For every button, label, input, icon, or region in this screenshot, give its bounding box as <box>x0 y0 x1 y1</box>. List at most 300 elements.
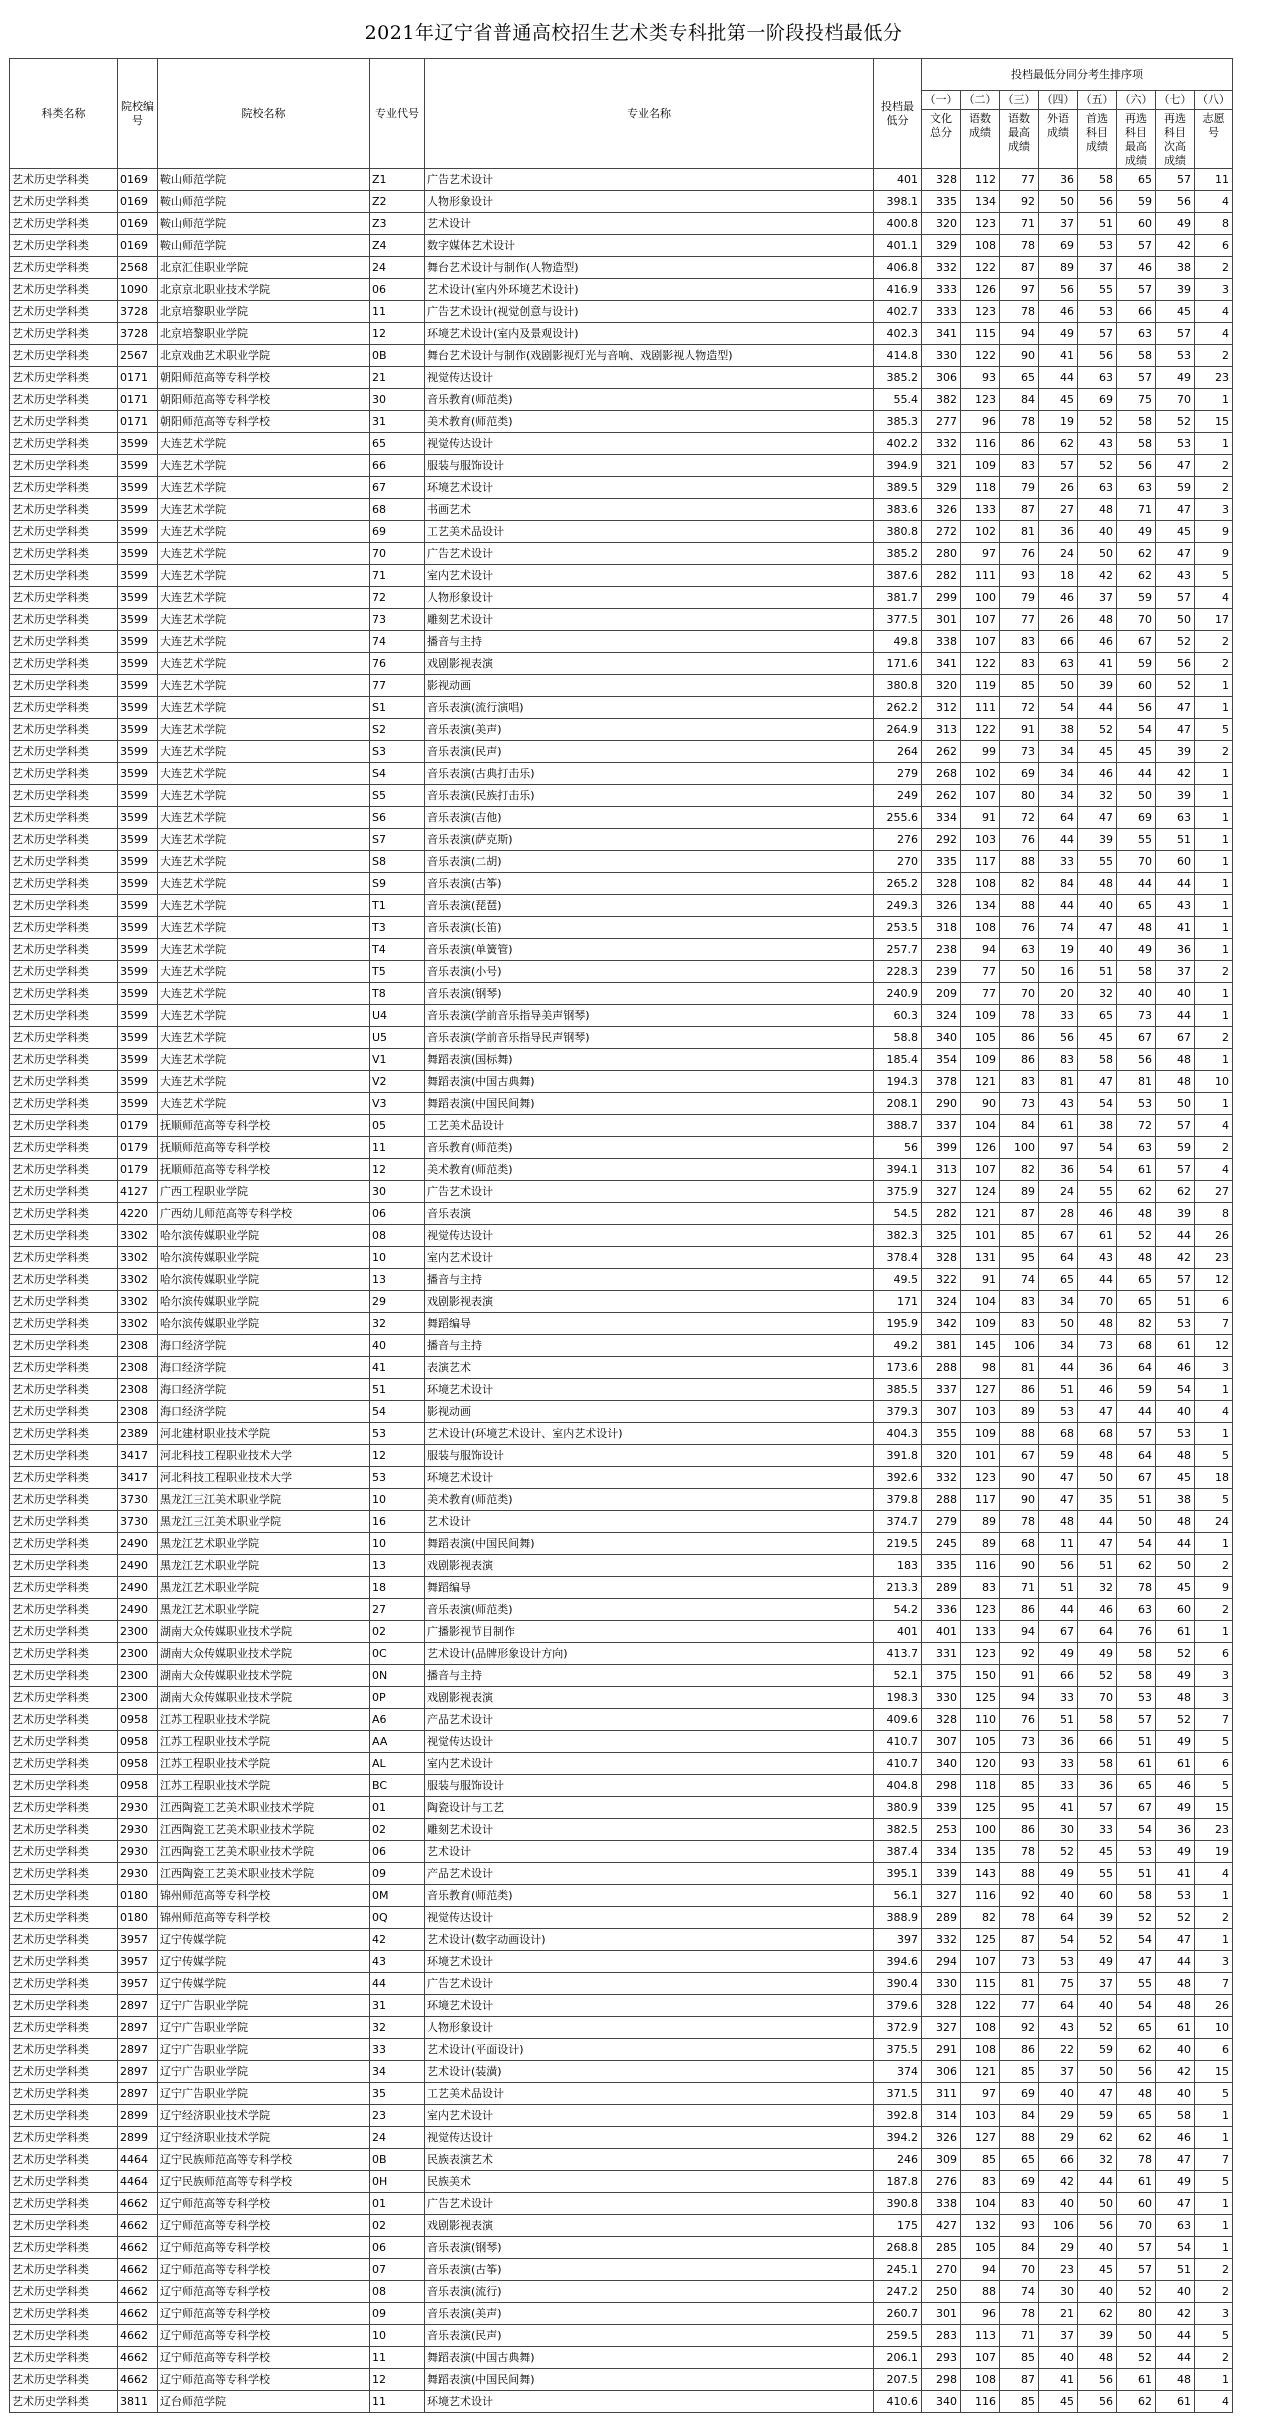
cell-major-code: 72 <box>370 587 425 609</box>
cell-culture-total: 314 <box>922 2105 961 2127</box>
cell-chinese-math: 102 <box>961 763 1000 785</box>
cell-major-name: 美术教育(师范类) <box>425 1159 874 1181</box>
cell-chinese-math-max: 85 <box>1000 2347 1039 2369</box>
cell-foreign-lang: 46 <box>1039 301 1078 323</box>
cell-school-name: 大连艺术学院 <box>158 741 370 763</box>
cell-min-score: 249.3 <box>874 895 922 917</box>
cell-chinese-math-max: 85 <box>1000 2061 1039 2083</box>
cell-second-subject-next: 57 <box>1156 1269 1195 1291</box>
cell-choice-number: 5 <box>1195 1445 1233 1467</box>
cell-first-subject: 47 <box>1078 1533 1117 1555</box>
table-row <box>10 235 1233 257</box>
cell-culture-total: 333 <box>922 301 961 323</box>
cell-chinese-math-max: 87 <box>1000 499 1039 521</box>
cell-category: 艺术历史学科类 <box>10 1093 118 1115</box>
cell-major-code: S9 <box>370 873 425 895</box>
cell-major-code: Z2 <box>370 191 425 213</box>
cell-school-code: 4662 <box>118 2369 158 2391</box>
cell-second-subject-next: 40 <box>1156 2281 1195 2303</box>
cell-major-code: BC <box>370 1775 425 1797</box>
cell-first-subject: 59 <box>1078 2039 1117 2061</box>
cell-chinese-math-max: 88 <box>1000 895 1039 917</box>
cell-major-name: 音乐表演(学前音乐指导美声钢琴) <box>425 1005 874 1027</box>
cell-school-name: 河北科技工程职业技术大学 <box>158 1467 370 1489</box>
cell-major-code: 11 <box>370 301 425 323</box>
cell-second-subject-max: 57 <box>1117 279 1156 301</box>
header-sub-label: 文化总分 <box>930 112 952 139</box>
cell-chinese-math-max: 88 <box>1000 1863 1039 1885</box>
cell-major-code: 30 <box>370 389 425 411</box>
cell-second-subject-max: 65 <box>1117 895 1156 917</box>
cell-min-score: 185.4 <box>874 1049 922 1071</box>
cell-school-code: 0180 <box>118 1885 158 1907</box>
cell-major-code: 32 <box>370 2017 425 2039</box>
cell-school-code: 4662 <box>118 2193 158 2215</box>
cell-second-subject-next: 63 <box>1156 807 1195 829</box>
cell-foreign-lang: 34 <box>1039 741 1078 763</box>
cell-school-code: 2490 <box>118 1599 158 1621</box>
cell-foreign-lang: 18 <box>1039 565 1078 587</box>
cell-culture-total: 327 <box>922 2017 961 2039</box>
cell-chinese-math: 115 <box>961 1973 1000 1995</box>
cell-choice-number: 1 <box>1195 2105 1233 2127</box>
cell-major-name: 艺术设计(品牌形象设计方向) <box>425 1643 874 1665</box>
cell-second-subject-next: 53 <box>1156 345 1195 367</box>
cell-school-code: 4662 <box>118 2215 158 2237</box>
cell-major-name: 广告艺术设计 <box>425 543 874 565</box>
cell-culture-total: 341 <box>922 323 961 345</box>
cell-major-code: Z4 <box>370 235 425 257</box>
table-row <box>10 1115 1233 1137</box>
cell-major-name: 音乐表演(长笛) <box>425 917 874 939</box>
cell-second-subject-max: 53 <box>1117 1841 1156 1863</box>
cell-chinese-math: 94 <box>961 939 1000 961</box>
cell-culture-total: 309 <box>922 2149 961 2171</box>
cell-major-code: S1 <box>370 697 425 719</box>
cell-culture-total: 354 <box>922 1049 961 1071</box>
cell-major-name: 音乐表演(萨克斯) <box>425 829 874 851</box>
cell-choice-number: 5 <box>1195 2325 1233 2347</box>
cell-major-name: 数字媒体艺术设计 <box>425 235 874 257</box>
cell-min-score: 389.5 <box>874 477 922 499</box>
cell-culture-total: 332 <box>922 1929 961 1951</box>
cell-second-subject-next: 49 <box>1156 213 1195 235</box>
cell-min-score: 378.4 <box>874 1247 922 1269</box>
cell-chinese-math: 150 <box>961 1665 1000 1687</box>
header-sub-5 <box>1078 91 1117 169</box>
cell-culture-total: 328 <box>922 1247 961 1269</box>
cell-school-code: 3599 <box>118 873 158 895</box>
cell-chinese-math: 134 <box>961 191 1000 213</box>
cell-second-subject-next: 52 <box>1156 1643 1195 1665</box>
cell-chinese-math: 117 <box>961 1489 1000 1511</box>
cell-chinese-math-max: 72 <box>1000 807 1039 829</box>
cell-choice-number: 26 <box>1195 1995 1233 2017</box>
cell-culture-total: 342 <box>922 1313 961 1335</box>
cell-major-code: 08 <box>370 1225 425 1247</box>
cell-foreign-lang: 45 <box>1039 2391 1078 2413</box>
cell-category: 艺术历史学科类 <box>10 2259 118 2281</box>
cell-culture-total: 277 <box>922 411 961 433</box>
cell-second-subject-next: 47 <box>1156 697 1195 719</box>
table-row <box>10 323 1233 345</box>
cell-chinese-math: 123 <box>961 1599 1000 1621</box>
cell-school-name: 大连艺术学院 <box>158 1049 370 1071</box>
cell-category: 艺术历史学科类 <box>10 1115 118 1137</box>
cell-school-name: 大连艺术学院 <box>158 1027 370 1049</box>
cell-second-subject-next: 47 <box>1156 2149 1195 2171</box>
cell-min-score: 381.7 <box>874 587 922 609</box>
cell-min-score: 392.8 <box>874 2105 922 2127</box>
cell-school-name: 江西陶瓷工艺美术职业技术学院 <box>158 1819 370 1841</box>
cell-chinese-math-max: 90 <box>1000 1555 1039 1577</box>
cell-choice-number: 5 <box>1195 2083 1233 2105</box>
cell-second-subject-max: 50 <box>1117 785 1156 807</box>
cell-min-score: 385.5 <box>874 1379 922 1401</box>
cell-first-subject: 41 <box>1078 653 1117 675</box>
cell-school-code: 4662 <box>118 2347 158 2369</box>
cell-major-name: 环境艺术设计 <box>425 1379 874 1401</box>
cell-first-subject: 48 <box>1078 499 1117 521</box>
cell-major-name: 音乐表演(民声) <box>425 741 874 763</box>
cell-second-subject-next: 45 <box>1156 1577 1195 1599</box>
cell-chinese-math: 108 <box>961 235 1000 257</box>
cell-category: 艺术历史学科类 <box>10 2171 118 2193</box>
cell-culture-total: 288 <box>922 1489 961 1511</box>
cell-school-name: 北京戏曲艺术职业学院 <box>158 345 370 367</box>
cell-second-subject-max: 65 <box>1117 1775 1156 1797</box>
cell-foreign-lang: 48 <box>1039 1511 1078 1533</box>
cell-first-subject: 46 <box>1078 763 1117 785</box>
cell-category: 艺术历史学科类 <box>10 785 118 807</box>
cell-school-name: 大连艺术学院 <box>158 1005 370 1027</box>
cell-second-subject-max: 50 <box>1117 2325 1156 2347</box>
cell-school-name: 大连艺术学院 <box>158 653 370 675</box>
cell-major-code: 53 <box>370 1423 425 1445</box>
cell-choice-number: 12 <box>1195 1335 1233 1357</box>
cell-second-subject-next: 57 <box>1156 1115 1195 1137</box>
cell-culture-total: 262 <box>922 785 961 807</box>
cell-min-score: 394.1 <box>874 1159 922 1181</box>
cell-chinese-math: 108 <box>961 873 1000 895</box>
cell-chinese-math: 103 <box>961 829 1000 851</box>
cell-chinese-math: 121 <box>961 1203 1000 1225</box>
table-row <box>10 345 1233 367</box>
cell-major-code: S8 <box>370 851 425 873</box>
table-row <box>10 1401 1233 1423</box>
cell-school-name: 大连艺术学院 <box>158 675 370 697</box>
cell-chinese-math-max: 106 <box>1000 1335 1039 1357</box>
cell-choice-number: 3 <box>1195 2303 1233 2325</box>
table-row <box>10 1203 1233 1225</box>
cell-category: 艺术历史学科类 <box>10 499 118 521</box>
cell-major-name: 音乐表演(美声) <box>425 719 874 741</box>
cell-category: 艺术历史学科类 <box>10 521 118 543</box>
cell-culture-total: 337 <box>922 1115 961 1137</box>
table-row <box>10 675 1233 697</box>
cell-school-name: 朝阳师范高等专科学校 <box>158 411 370 433</box>
cell-culture-total: 340 <box>922 1027 961 1049</box>
cell-second-subject-max: 51 <box>1117 1489 1156 1511</box>
cell-major-code: 07 <box>370 2259 425 2281</box>
cell-min-score: 401 <box>874 169 922 191</box>
cell-second-subject-max: 67 <box>1117 1027 1156 1049</box>
cell-school-name: 辽宁师范高等专科学校 <box>158 2325 370 2347</box>
cell-choice-number: 1 <box>1195 1621 1233 1643</box>
cell-school-name: 哈尔滨传媒职业学院 <box>158 1313 370 1335</box>
cell-chinese-math-max: 70 <box>1000 983 1039 1005</box>
cell-chinese-math-max: 88 <box>1000 1423 1039 1445</box>
cell-min-score: 379.8 <box>874 1489 922 1511</box>
table-row <box>10 587 1233 609</box>
cell-first-subject: 37 <box>1078 1973 1117 1995</box>
cell-culture-total: 427 <box>922 2215 961 2237</box>
cell-first-subject: 58 <box>1078 169 1117 191</box>
cell-major-name: 音乐表演(古典打击乐) <box>425 763 874 785</box>
cell-first-subject: 54 <box>1078 1159 1117 1181</box>
cell-culture-total: 238 <box>922 939 961 961</box>
cell-second-subject-max: 63 <box>1117 1137 1156 1159</box>
cell-culture-total: 334 <box>922 807 961 829</box>
cell-chinese-math-max: 83 <box>1000 2193 1039 2215</box>
cell-major-code: V1 <box>370 1049 425 1071</box>
cell-major-name: 雕刻艺术设计 <box>425 1819 874 1841</box>
cell-school-code: 3417 <box>118 1467 158 1489</box>
cell-chinese-math-max: 78 <box>1000 1511 1039 1533</box>
cell-category: 艺术历史学科类 <box>10 1357 118 1379</box>
cell-major-code: 29 <box>370 1291 425 1313</box>
cell-culture-total: 327 <box>922 1181 961 1203</box>
cell-second-subject-max: 61 <box>1117 1159 1156 1181</box>
cell-school-code: 0958 <box>118 1709 158 1731</box>
cell-major-code: 23 <box>370 2105 425 2127</box>
cell-min-score: 208.1 <box>874 1093 922 1115</box>
cell-major-name: 舞蹈表演(中国民间舞) <box>425 1533 874 1555</box>
cell-second-subject-max: 57 <box>1117 2237 1156 2259</box>
cell-school-name: 大连艺术学院 <box>158 917 370 939</box>
cell-chinese-math-max: 82 <box>1000 1159 1039 1181</box>
table-row <box>10 433 1233 455</box>
cell-first-subject: 65 <box>1078 1005 1117 1027</box>
cell-first-subject: 49 <box>1078 1643 1117 1665</box>
cell-culture-total: 327 <box>922 1885 961 1907</box>
cell-category: 艺术历史学科类 <box>10 2325 118 2347</box>
cell-major-name: 舞蹈编导 <box>425 1313 874 1335</box>
cell-chinese-math-max: 73 <box>1000 741 1039 763</box>
cell-school-code: 3730 <box>118 1511 158 1533</box>
cell-second-subject-next: 53 <box>1156 1885 1195 1907</box>
cell-culture-total: 311 <box>922 2083 961 2105</box>
cell-category: 艺术历史学科类 <box>10 1555 118 1577</box>
table-row <box>10 1731 1233 1753</box>
cell-first-subject: 39 <box>1078 675 1117 697</box>
cell-school-code: 3728 <box>118 301 158 323</box>
cell-chinese-math: 125 <box>961 1687 1000 1709</box>
cell-min-score: 173.6 <box>874 1357 922 1379</box>
cell-school-code: 3599 <box>118 433 158 455</box>
cell-foreign-lang: 57 <box>1039 455 1078 477</box>
cell-min-score: 55.4 <box>874 389 922 411</box>
cell-chinese-math: 83 <box>961 2171 1000 2193</box>
cell-school-code: 3599 <box>118 587 158 609</box>
cell-school-name: 辽台师范学院 <box>158 2391 370 2413</box>
cell-first-subject: 73 <box>1078 1335 1117 1357</box>
cell-major-code: AL <box>370 1753 425 1775</box>
cell-first-subject: 50 <box>1078 2061 1117 2083</box>
cell-second-subject-max: 48 <box>1117 917 1156 939</box>
cell-school-code: 0179 <box>118 1115 158 1137</box>
cell-culture-total: 313 <box>922 719 961 741</box>
cell-school-name: 鞍山师范学院 <box>158 213 370 235</box>
cell-chinese-math: 122 <box>961 1995 1000 2017</box>
cell-choice-number: 2 <box>1195 2347 1233 2369</box>
cell-major-code: 01 <box>370 2193 425 2215</box>
cell-chinese-math: 127 <box>961 2127 1000 2149</box>
cell-second-subject-next: 47 <box>1156 543 1195 565</box>
cell-culture-total: 322 <box>922 1269 961 1291</box>
cell-first-subject: 46 <box>1078 1379 1117 1401</box>
cell-choice-number: 1 <box>1195 939 1233 961</box>
cell-second-subject-max: 48 <box>1117 1203 1156 1225</box>
cell-chinese-math-max: 94 <box>1000 1621 1039 1643</box>
cell-choice-number: 4 <box>1195 1401 1233 1423</box>
cell-category: 艺术历史学科类 <box>10 1907 118 1929</box>
cell-category: 艺术历史学科类 <box>10 1643 118 1665</box>
cell-second-subject-max: 63 <box>1117 323 1156 345</box>
cell-school-code: 3599 <box>118 1049 158 1071</box>
cell-chinese-math-max: 83 <box>1000 631 1039 653</box>
cell-choice-number: 27 <box>1195 1181 1233 1203</box>
cell-category: 艺术历史学科类 <box>10 1181 118 1203</box>
cell-major-name: 工艺美术品设计 <box>425 2083 874 2105</box>
cell-major-name: 戏剧影视表演 <box>425 1291 874 1313</box>
cell-category: 艺术历史学科类 <box>10 2303 118 2325</box>
cell-school-name: 锦州师范高等专科学校 <box>158 1907 370 1929</box>
cell-category: 艺术历史学科类 <box>10 1995 118 2017</box>
cell-school-code: 3599 <box>118 521 158 543</box>
cell-foreign-lang: 69 <box>1039 235 1078 257</box>
cell-chinese-math-max: 86 <box>1000 433 1039 455</box>
cell-school-name: 大连艺术学院 <box>158 983 370 1005</box>
cell-culture-total: 324 <box>922 1291 961 1313</box>
cell-school-code: 0169 <box>118 213 158 235</box>
header-sub-4 <box>1039 91 1078 169</box>
cell-foreign-lang: 40 <box>1039 1885 1078 1907</box>
cell-school-name: 江苏工程职业技术学院 <box>158 1753 370 1775</box>
cell-second-subject-max: 46 <box>1117 257 1156 279</box>
cell-chinese-math-max: 93 <box>1000 1753 1039 1775</box>
table-row <box>10 917 1233 939</box>
cell-first-subject: 53 <box>1078 235 1117 257</box>
cell-chinese-math: 107 <box>961 785 1000 807</box>
table-row <box>10 499 1233 521</box>
cell-choice-number: 8 <box>1195 1203 1233 1225</box>
cell-major-code: 06 <box>370 1203 425 1225</box>
cell-major-code: 18 <box>370 1577 425 1599</box>
cell-school-code: 0171 <box>118 389 158 411</box>
table-row <box>10 2083 1233 2105</box>
cell-choice-number: 4 <box>1195 301 1233 323</box>
cell-second-subject-max: 62 <box>1117 2127 1156 2149</box>
cell-culture-total: 320 <box>922 1445 961 1467</box>
cell-chinese-math: 108 <box>961 2017 1000 2039</box>
header-major-name: 专业名称 <box>425 59 874 169</box>
cell-choice-number: 7 <box>1195 2149 1233 2171</box>
cell-chinese-math-max: 77 <box>1000 169 1039 191</box>
cell-category: 艺术历史学科类 <box>10 1027 118 1049</box>
cell-foreign-lang: 47 <box>1039 1489 1078 1511</box>
cell-second-subject-max: 62 <box>1117 1181 1156 1203</box>
cell-second-subject-next: 41 <box>1156 917 1195 939</box>
cell-category: 艺术历史学科类 <box>10 1885 118 1907</box>
cell-min-score: 195.9 <box>874 1313 922 1335</box>
cell-foreign-lang: 22 <box>1039 2039 1078 2061</box>
cell-min-score: 171 <box>874 1291 922 1313</box>
cell-min-score: 382.3 <box>874 1225 922 1247</box>
cell-major-name: 室内艺术设计 <box>425 2105 874 2127</box>
cell-category: 艺术历史学科类 <box>10 2391 118 2413</box>
cell-second-subject-max: 47 <box>1117 1951 1156 1973</box>
cell-major-code: 16 <box>370 1511 425 1533</box>
cell-first-subject: 53 <box>1078 301 1117 323</box>
cell-school-code: 2300 <box>118 1687 158 1709</box>
cell-second-subject-max: 48 <box>1117 2083 1156 2105</box>
cell-school-code: 0171 <box>118 411 158 433</box>
cell-school-code: 3957 <box>118 1951 158 1973</box>
cell-chinese-math: 115 <box>961 323 1000 345</box>
cell-foreign-lang: 50 <box>1039 1313 1078 1335</box>
cell-second-subject-next: 57 <box>1156 1159 1195 1181</box>
cell-school-name: 黑龙江艺术职业学院 <box>158 1577 370 1599</box>
cell-choice-number: 1 <box>1195 1379 1233 1401</box>
cell-second-subject-max: 51 <box>1117 1863 1156 1885</box>
cell-choice-number: 3 <box>1195 1687 1233 1709</box>
cell-second-subject-next: 52 <box>1156 1907 1195 1929</box>
cell-second-subject-next: 51 <box>1156 1291 1195 1313</box>
cell-foreign-lang: 33 <box>1039 851 1078 873</box>
cell-school-name: 江苏工程职业技术学院 <box>158 1731 370 1753</box>
cell-school-code: 2930 <box>118 1863 158 1885</box>
cell-culture-total: 330 <box>922 1973 961 1995</box>
cell-second-subject-max: 57 <box>1117 235 1156 257</box>
cell-major-name: 音乐表演(琵琶) <box>425 895 874 917</box>
cell-second-subject-next: 44 <box>1156 873 1195 895</box>
cell-second-subject-max: 71 <box>1117 499 1156 521</box>
cell-chinese-math: 108 <box>961 2369 1000 2391</box>
cell-first-subject: 46 <box>1078 1599 1117 1621</box>
cell-school-code: 2300 <box>118 1665 158 1687</box>
table-row <box>10 829 1233 851</box>
cell-foreign-lang: 24 <box>1039 1181 1078 1203</box>
cell-min-score: 414.8 <box>874 345 922 367</box>
cell-major-code: V2 <box>370 1071 425 1093</box>
cell-foreign-lang: 34 <box>1039 1291 1078 1313</box>
cell-choice-number: 5 <box>1195 1731 1233 1753</box>
header-sub-number: （四） <box>1039 91 1077 110</box>
cell-school-code: 3599 <box>118 565 158 587</box>
cell-chinese-math: 132 <box>961 2215 1000 2237</box>
cell-major-name: 音乐表演(小号) <box>425 961 874 983</box>
cell-chinese-math-max: 84 <box>1000 1115 1039 1137</box>
cell-chinese-math: 100 <box>961 587 1000 609</box>
cell-first-subject: 51 <box>1078 213 1117 235</box>
cell-major-name: 艺术设计(装潢) <box>425 2061 874 2083</box>
cell-major-code: 12 <box>370 323 425 345</box>
header-sub-7 <box>1156 91 1195 169</box>
cell-school-code: 4464 <box>118 2149 158 2171</box>
cell-major-name: 音乐表演(流行演唱) <box>425 697 874 719</box>
cell-chinese-math-max: 83 <box>1000 1313 1039 1335</box>
